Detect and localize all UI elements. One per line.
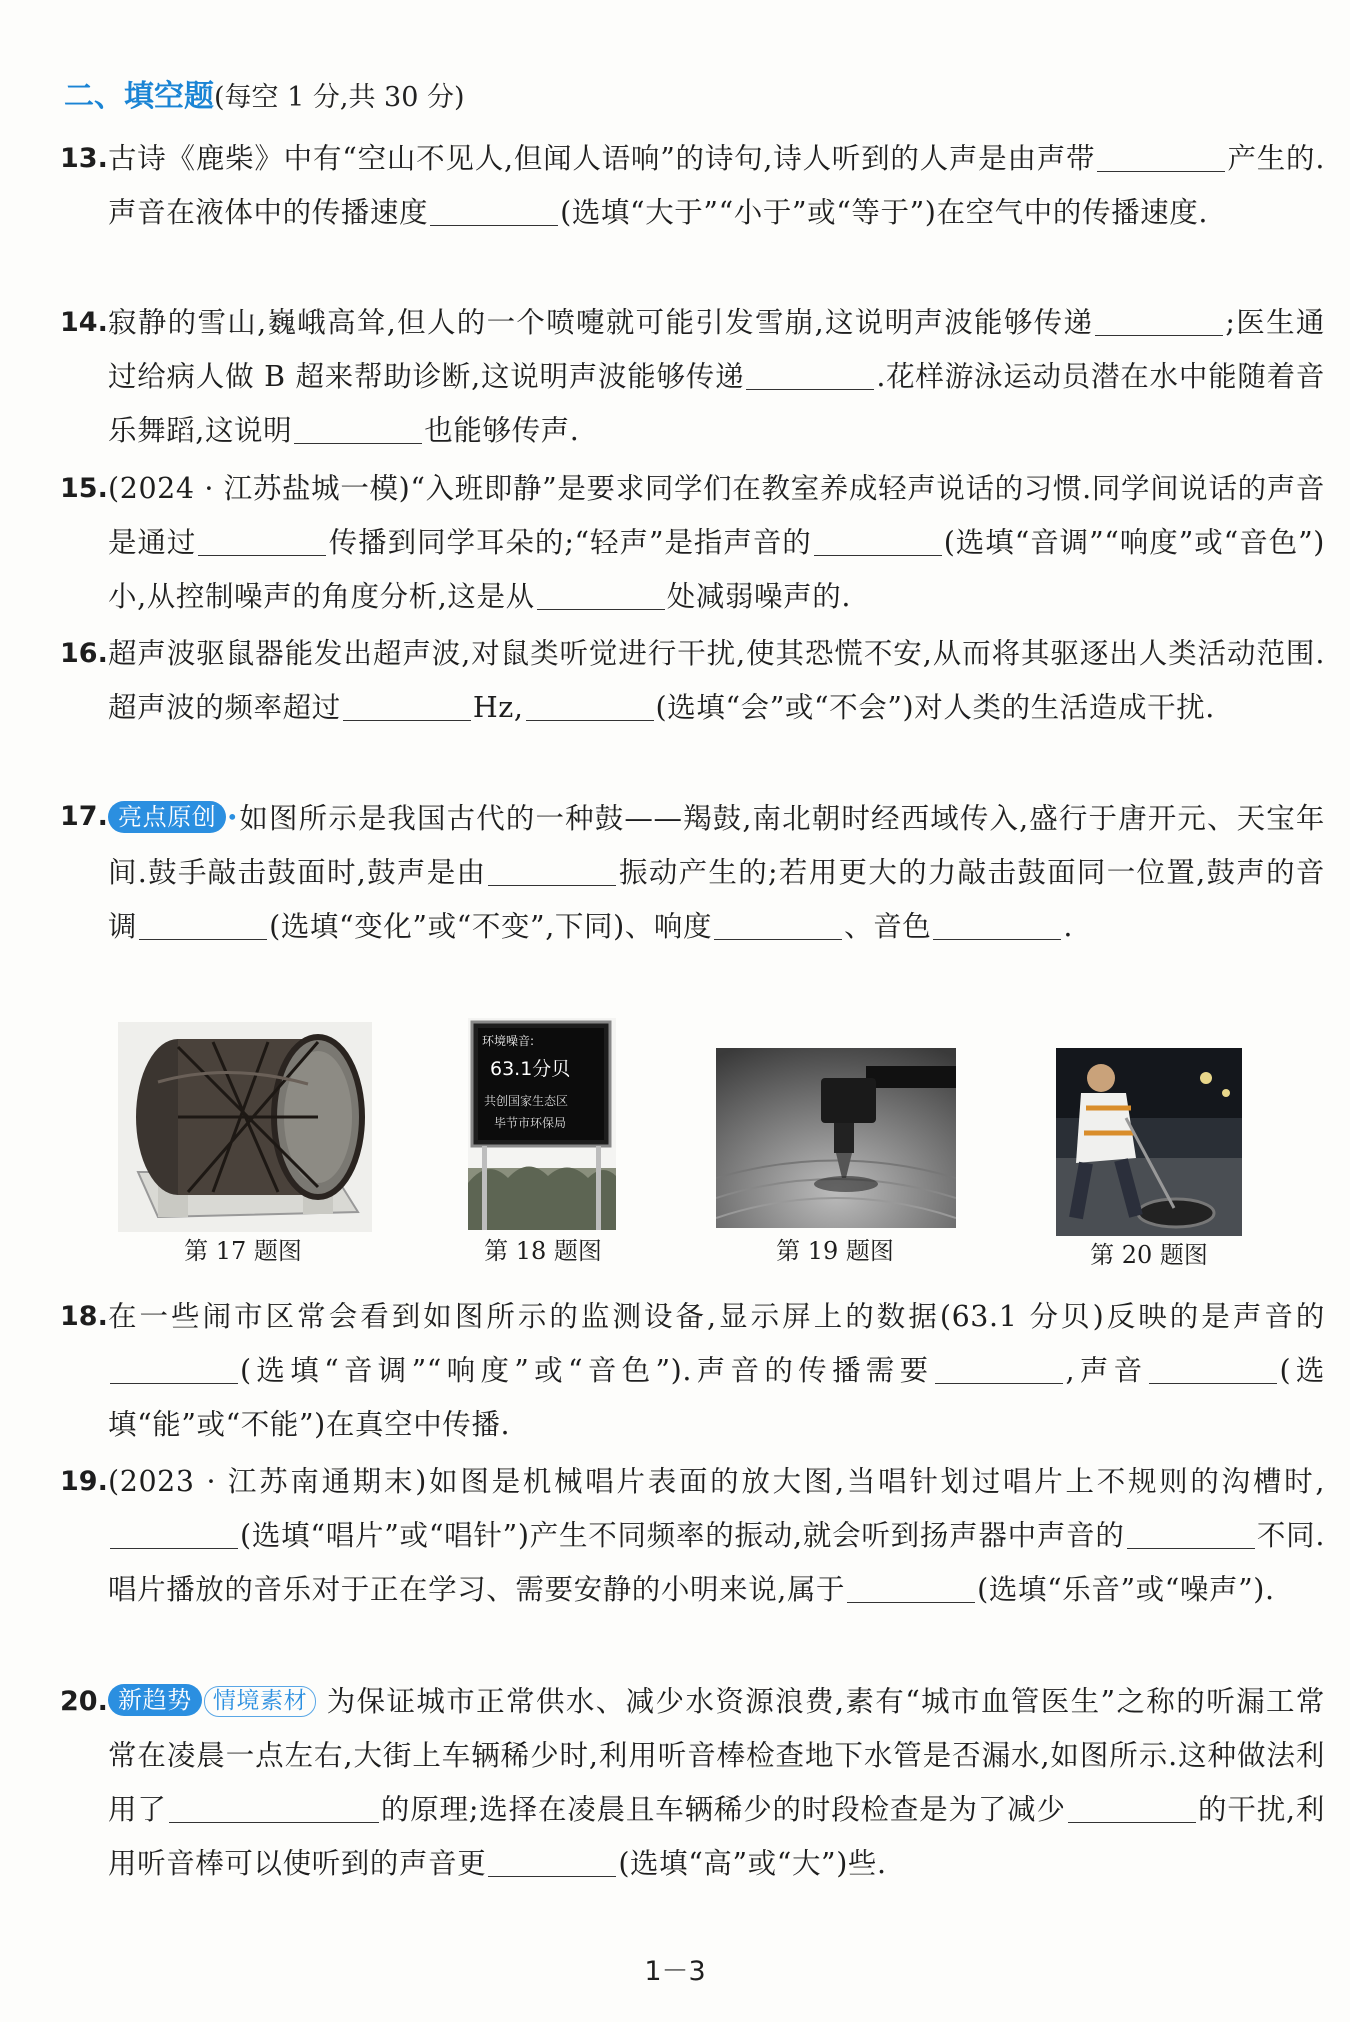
page-number: 1－3	[644, 1956, 706, 1987]
answer-blank[interactable]	[847, 1572, 975, 1603]
question-text: 新趋势 情境素材 为保证城市正常供水、减少水资源浪费,素有“城市血管医生”之称的听漏工常常在凌晨一点左右,大街上车辆稀少时,利用听音棒检查地下水管是否漏水,如图所示.这种做法利用了 的原理;选择在凌晨且车辆稀少的时段检查是为了减少 的干扰,利用听音棒可以使听到的声音更 (选填“高”或“大”)些.	[108, 1685, 1326, 1880]
answer-blank[interactable]	[1127, 1518, 1255, 1549]
section-score-note: (每空 1 分,共 30 分)	[214, 82, 465, 113]
answer-blank[interactable]	[198, 525, 326, 556]
answer-blank[interactable]	[430, 195, 558, 226]
question-text: 古诗《鹿柴》中有“空山不见人,但闻人语响”的诗句,诗人听到的人声是由声带 产生的.声音在液体中的传播速度 (选填“大于”“小于”或“等于”)在空气中的传播速度.	[108, 142, 1325, 229]
question-text: 超声波驱鼠器能发出超声波,对鼠类听觉进行干扰,使其恐慌不安,从而将其驱逐出人类活动范围.超声波的频率超过 Hz, (选填“会”或“不会”)对人类的生活造成干扰.	[108, 637, 1325, 724]
answer-blank[interactable]	[935, 1353, 1063, 1384]
figure-20-leak-detector	[1056, 1048, 1242, 1236]
question-18	[60, 1290, 1325, 1452]
tag-dot-icon: •	[226, 805, 239, 829]
sign-line-2: 63.1分贝	[490, 1058, 571, 1080]
question-19	[60, 1455, 1325, 1617]
answer-blank[interactable]	[110, 1353, 238, 1384]
answer-blank[interactable]	[488, 1846, 616, 1877]
answer-blank[interactable]	[933, 909, 1061, 940]
answer-blank[interactable]	[1095, 305, 1223, 336]
question-text: 亮点原创 •如图所示是我国古代的一种鼓——羯鼓,南北朝时经西域传入,盛行于唐开元、天宝年间.鼓手敲击鼓面时,鼓声是由 振动产生的;若用更大的力敲击鼓面同一位置,鼓声的音调 (选填“变化”或“不变”,下同)、响度 、音色 .	[108, 802, 1325, 943]
figure-20-caption: 第 20 题图	[1090, 1241, 1208, 1269]
answer-blank[interactable]	[169, 1792, 379, 1823]
question-number: 20.	[60, 1686, 108, 1717]
question-text: (2024 · 江苏盐城一模)“入班即静”是要求同学们在教室养成轻声说话的习惯.同学间说话的声音是通过 传播到同学耳朵的;“轻声”是指声音的 (选填“音调”“响度”或“音色”)小,从控制噪声的角度分析,这是从 处减弱噪声的.	[108, 472, 1325, 613]
question-15	[60, 462, 1325, 624]
question-number: 19.	[60, 1466, 108, 1497]
answer-blank[interactable]	[488, 855, 616, 886]
figure-17-drum	[118, 1022, 372, 1232]
question-20	[60, 1675, 1325, 1891]
figure-18-noise-monitor	[468, 1018, 616, 1230]
question-text: (2023 · 江苏南通期末)如图是机械唱片表面的放大图,当唱针划过唱片上不规则的沟槽时,(选填“唱片”或“唱针”)产生不同频率的振动,就会听到扬声器中声音的 不同.唱片播放的音乐对于正在学习、需要安静的小明来说,属于 (选填“乐音”或“噪声”).	[108, 1465, 1325, 1606]
answer-blank[interactable]	[1068, 1792, 1196, 1823]
figure-18-caption: 第 18 题图	[484, 1237, 602, 1265]
answer-blank[interactable]	[343, 690, 471, 721]
question-number: 14.	[60, 307, 108, 338]
figure-17-caption: 第 17 题图	[184, 1237, 302, 1265]
question-number: 16.	[60, 638, 108, 669]
question-number: 13.	[60, 143, 108, 174]
question-17	[60, 790, 1325, 954]
answer-blank[interactable]	[746, 359, 874, 390]
answer-blank[interactable]	[814, 525, 942, 556]
new-trend-tag: 新趋势	[108, 1684, 202, 1716]
question-text: 在一些闹市区常会看到如图所示的监测设备,显示屏上的数据(63.1 分贝)反映的是声音的(选填“音调”“响度”或“音色”).声音的传播需要 ,声音 (选填“能”或“不能”)在真空中传播.	[108, 1300, 1326, 1441]
section-title: 二、填空题	[64, 79, 214, 114]
figure-19-caption: 第 19 题图	[776, 1237, 894, 1265]
question-number: 18.	[60, 1301, 108, 1332]
question-16	[60, 627, 1325, 735]
question-text: 寂静的雪山,巍峨高耸,但人的一个喷嚏就可能引发雪崩,这说明声波能够传递 ;医生通过给病人做 B 超来帮助诊断,这说明声波能够传递 .花样游泳运动员潜在水中能随着音乐舞蹈,这说明 也能够传声.	[108, 306, 1325, 447]
question-13	[60, 132, 1325, 240]
sign-line-1: 环境噪音:	[482, 1034, 535, 1048]
original-highlight-tag: 亮点原创	[108, 801, 226, 833]
question-14	[60, 296, 1325, 458]
answer-blank[interactable]	[714, 909, 842, 940]
figure-19-record-needle	[716, 1048, 956, 1228]
answer-blank[interactable]	[1149, 1353, 1277, 1384]
answer-blank[interactable]	[537, 579, 665, 610]
answer-blank[interactable]	[139, 909, 267, 940]
question-number: 17.	[60, 801, 108, 832]
section-header	[64, 76, 465, 118]
sign-line-4: 毕节市环保局	[494, 1116, 567, 1130]
answer-blank[interactable]	[526, 690, 654, 721]
context-material-tag: 情境素材	[204, 1686, 316, 1717]
sign-line-3: 共创国家生态区	[484, 1094, 569, 1108]
question-number: 15.	[60, 473, 108, 504]
answer-blank[interactable]	[110, 1518, 238, 1549]
answer-blank[interactable]	[294, 413, 422, 444]
answer-blank[interactable]	[1097, 141, 1225, 172]
